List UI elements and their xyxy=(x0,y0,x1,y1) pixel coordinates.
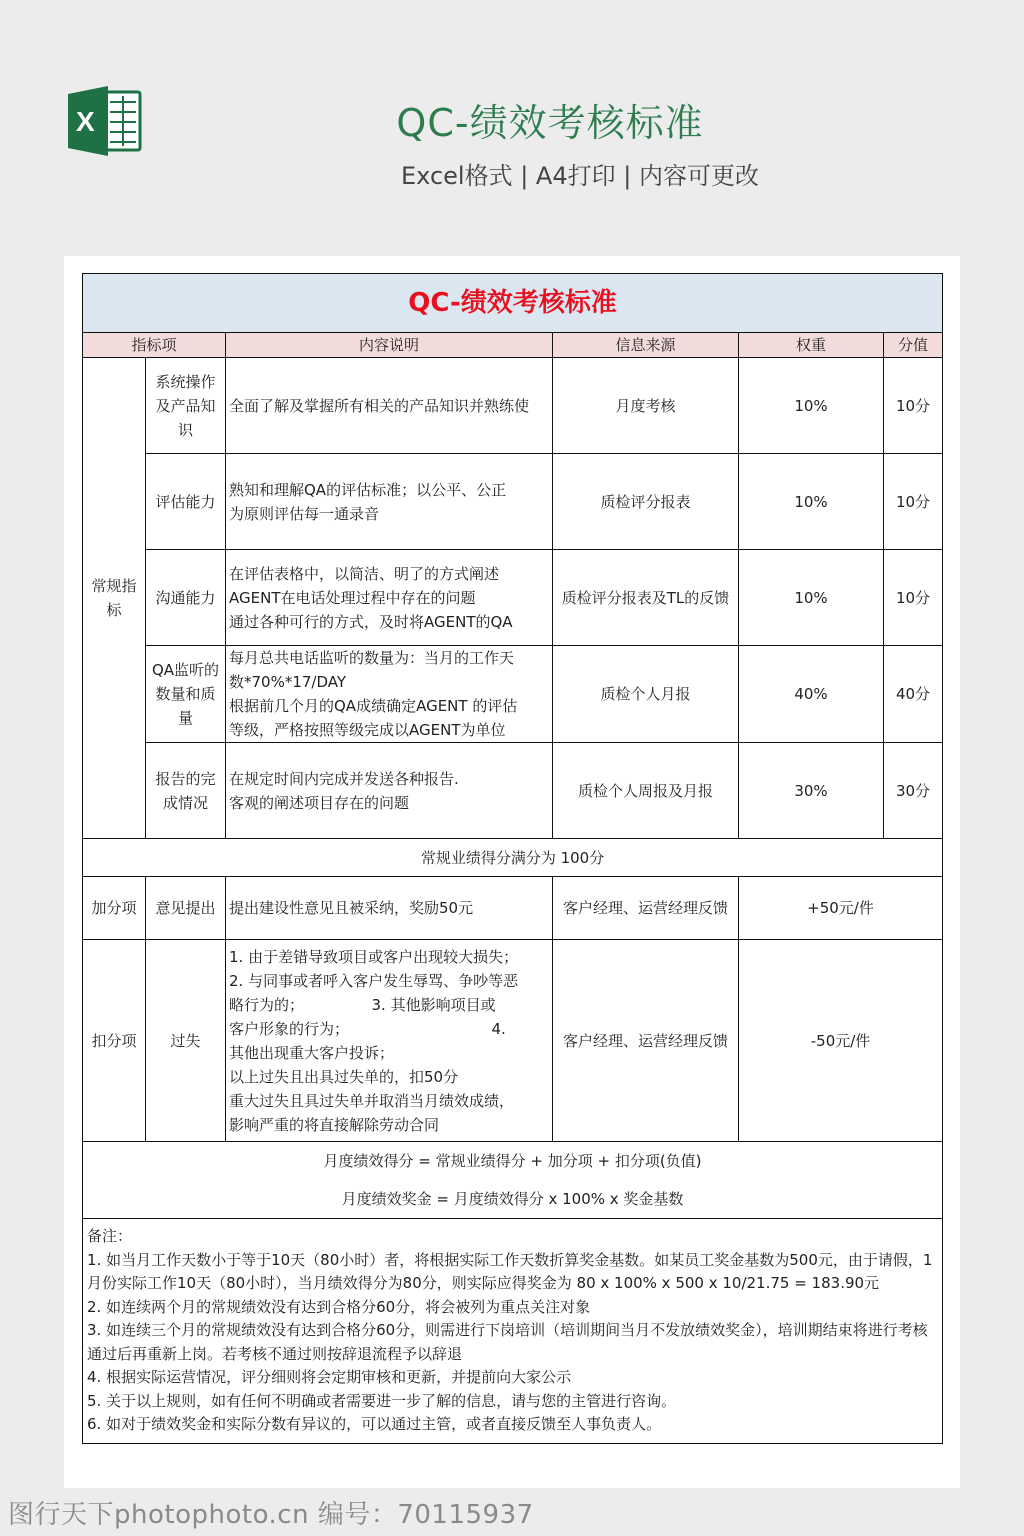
desc-line: 数*70%*17/DAY xyxy=(229,673,347,691)
bonus-desc: 提出建设性意见且被采纳，奖励50元 xyxy=(226,877,553,940)
regular-total-row xyxy=(83,839,943,877)
header-score: 分值 xyxy=(884,333,943,358)
desc-line: 影响严重的将直接解除劳动合同 xyxy=(229,1115,440,1134)
source-cell: 质检个人月报 xyxy=(553,646,739,743)
formula-score: 月度绩效得分 = 常规业绩得分 + 加分项 + 扣分项(负值) xyxy=(323,1152,702,1170)
page-subtitle: Excel格式 | A4打印 | 内容可更改 xyxy=(401,162,759,190)
header-row xyxy=(83,333,943,358)
desc-cell xyxy=(226,743,553,839)
category-regular: 常规指标 xyxy=(83,358,146,839)
bonus-category: 加分项 xyxy=(83,877,146,940)
bonus-row xyxy=(83,877,943,940)
desc-line: 在评估表格中，以简洁、明了的方式阐述 xyxy=(229,564,500,583)
desc-line: 通过各种可行的方式，及时将AGENT的QA xyxy=(229,612,513,631)
desc-cell xyxy=(226,550,553,646)
item-cell: 报告的完成情况 xyxy=(146,743,226,839)
note-line: 6. 如对于绩效奖金和实际分数有异议的，可以通过主管，或者直接反馈至人事负责人。 xyxy=(87,1415,662,1433)
source-cell: 月度考核 xyxy=(553,358,739,454)
desc-line: 全面了解及掌握所有相关的产品知识并熟练使 xyxy=(229,396,530,415)
desc-line: 客户形象的行为； 4. xyxy=(229,1019,506,1038)
score-cell: 10分 xyxy=(884,550,943,646)
desc-line: 等级，严格按照等级完成以AGENT为单位 xyxy=(229,721,506,739)
bonus-item: 意见提出 xyxy=(146,877,226,940)
kpi-table xyxy=(82,273,943,1444)
notes-row xyxy=(83,1219,943,1444)
table-row xyxy=(83,550,943,646)
score-cell: 40分 xyxy=(884,646,943,743)
desc-line: AGENT在电话处理过程中存在的问题 xyxy=(229,588,476,607)
score-cell: 10分 xyxy=(884,454,943,550)
desc-line: 以上过失且出具过失单的，扣50分 xyxy=(229,1067,459,1086)
note-line: 备注： xyxy=(87,1227,133,1245)
note-line: 3. 如连续三个月的常规绩效没有达到合格分60分，则需进行下岗培训（培训期间当月不发放绩效奖金），培训期结束将进行考核通过后再重新上岗。若考核不通过则按辞退流程予以辞退 xyxy=(87,1321,928,1363)
item-cell: 评估能力 xyxy=(146,454,226,550)
desc-line: 客观的阐述项目存在的问题 xyxy=(229,793,410,812)
desc-cell xyxy=(226,646,553,743)
desc-line: 根据前几个月的QA成绩确定AGENT 的评估 xyxy=(229,697,518,715)
header-source: 信息来源 xyxy=(553,333,739,358)
formula-bonus: 月度绩效奖金 = 月度绩效得分 x 100% x 奖金基数 xyxy=(341,1190,684,1208)
table-title: QC-绩效考核标准 xyxy=(83,274,943,333)
weight-cell: 10% xyxy=(739,550,884,646)
desc-line: 2. 与同事或者呼入客户发生辱骂、争吵等恶 xyxy=(229,971,519,990)
desc-line: 略行为的； 3. 其他影响项目或 xyxy=(229,995,496,1014)
desc-line: 1. 由于差错导致项目或客户出现较大损失； xyxy=(229,947,519,966)
desc-cell xyxy=(226,454,553,550)
notes-cell xyxy=(83,1219,943,1444)
bonus-source: 客户经理、运营经理反馈 xyxy=(553,877,739,940)
page-title: QC-绩效考核标准 xyxy=(396,101,704,145)
weight-cell: 10% xyxy=(739,454,884,550)
table-row xyxy=(83,646,943,743)
desc-line: 其他出现重大客户投诉； xyxy=(229,1043,395,1062)
formula-cell xyxy=(83,1142,943,1219)
weight-cell: 30% xyxy=(739,743,884,839)
penalty-source: 客户经理、运营经理反馈 xyxy=(553,940,739,1142)
note-line: 4. 根据实际运营情况，评分细则将会定期审核和更新，并提前向大家公示 xyxy=(87,1368,572,1386)
weight-cell: 10% xyxy=(739,358,884,454)
desc-line: 重大过失且具过失单并取消当月绩效成绩， xyxy=(229,1091,515,1110)
desc-line: 熟知和理解QA的评估标准；以公平、公正 xyxy=(229,480,507,499)
score-cell: 10分 xyxy=(884,358,943,454)
excel-icon xyxy=(68,86,142,156)
penalty-desc xyxy=(226,940,553,1142)
regular-total: 常规业绩得分满分为 100分 xyxy=(83,839,943,877)
penalty-category: 扣分项 xyxy=(83,940,146,1142)
table-row xyxy=(83,358,943,454)
note-line: 1. 如当月工作天数小于等于10天（80小时）者，将根据实际工作天数折算奖金基数。如某员工奖金基数为500元，由于请假，1月份实际工作10天（80小时），当月绩效得分为80分，则实际应得奖金为 80 x 100% x 500 x 10/21.75 = 183.90元 xyxy=(87,1250,933,1292)
item-cell: QA监听的数量和质量 xyxy=(146,646,226,743)
table-row xyxy=(83,454,943,550)
source-cell: 质检评分报表及TL的反馈 xyxy=(553,550,739,646)
penalty-row xyxy=(83,940,943,1142)
svg-text:X: X xyxy=(76,106,95,137)
watermark: 图行天下photophoto.cn 编号：70115937 xyxy=(8,1500,534,1530)
item-cell: 系统操作及产品知识 xyxy=(146,358,226,454)
bonus-value: +50元/件 xyxy=(739,877,943,940)
source-cell: 质检个人周报及月报 xyxy=(553,743,739,839)
score-cell: 30分 xyxy=(884,743,943,839)
header-desc: 内容说明 xyxy=(226,333,553,358)
source-cell: 质检评分报表 xyxy=(553,454,739,550)
desc-cell xyxy=(226,358,553,454)
header-item: 指标项 xyxy=(83,333,226,358)
desc-line: 每月总共电话监听的数量为：当月的工作天 xyxy=(229,649,515,667)
desc-line: 为原则评估每一通录音 xyxy=(229,504,380,523)
note-line: 5. 关于以上规则，如有任何不明确或者需要进一步了解的信息，请与您的主管进行咨询。 xyxy=(87,1391,677,1410)
desc-line: 在规定时间内完成并发送各种报告. xyxy=(229,769,459,788)
header-weight: 权重 xyxy=(739,333,884,358)
formula-row xyxy=(83,1142,943,1219)
weight-cell: 40% xyxy=(739,646,884,743)
table-row xyxy=(83,743,943,839)
penalty-item: 过失 xyxy=(146,940,226,1142)
item-cell: 沟通能力 xyxy=(146,550,226,646)
penalty-value: -50元/件 xyxy=(739,940,943,1142)
note-line: 2. 如连续两个月的常规绩效没有达到合格分60分，将会被列为重点关注对象 xyxy=(87,1297,591,1316)
